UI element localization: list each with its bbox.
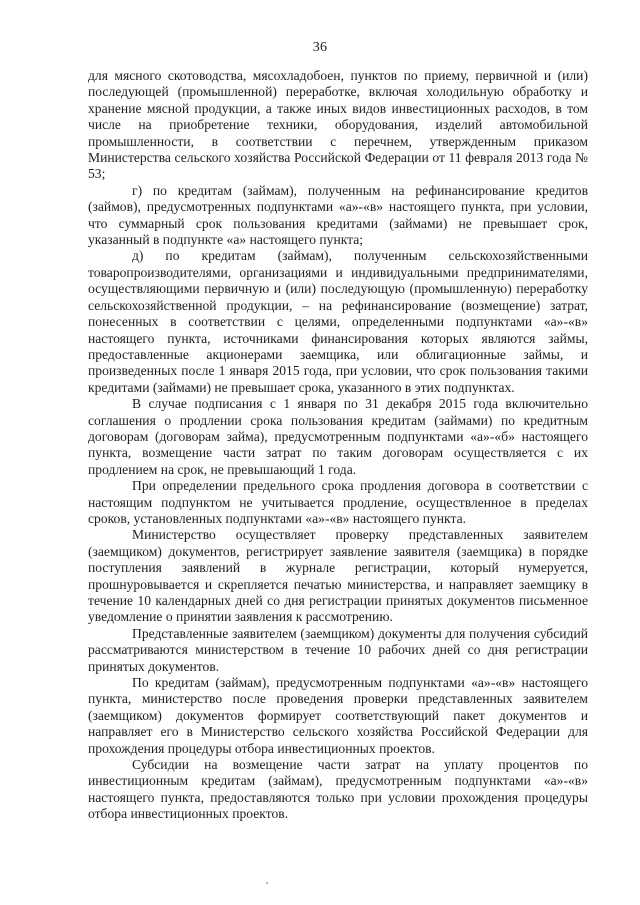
paragraph-package-forming: По кредитам (займам), предусмотренным подпунктами «а»-«в» настоящего пункта, министерство после проведения проверки представленных заявителем (заемщиком) документов формирует соответствующий пакет документов и направляет его в Министерство сельского хозяйства Российской Федерации для прохождения процедуры отбора инвестиционных проектов. (88, 675, 588, 756)
paragraph-extension-2015: В случае подписания с 1 января по 31 декабря 2015 года включительно соглашения о продлении срока пользования кредитам (займами) по кредитным договорам (договорам займа), предусмотренным подпунктами «а»-«б» настоящего пункта, возмещение части затрат по таким договорам осуществляется с их продлением на срок, не превышающий 1 года. (88, 396, 588, 477)
paragraph-subitem-g: г) по кредитам (займам), полученным на рефинансирование кредитов (займов), предусмотренных подпунктами «а»-«в» настоящего пункта, при условии, что суммарный срок пользования кредитами (займами) не превышает срок, указанный в подпункте «а» настоящего пункта; (88, 182, 588, 248)
scan-speck (266, 882, 268, 884)
document-body (88, 68, 588, 823)
paragraph-review-period: Представленные заявителем (заемщиком) документы для получения субсидий рассматриваются министерством в течение 10 рабочих дней со дня регистрации принятых документов. (88, 625, 588, 674)
paragraph-extension-term: При определении предельного срока продления договора в соответствии с настоящим подпунктом не учитывается продление, осуществленное в пределах сроков, установленных подпунктами «а»-«в» настоящего пункта. (88, 478, 588, 526)
paragraph-subsidy-condition: Субсидии на возмещение части затрат на уплату процентов по инвестиционным кредитам (займам), предусмотренным подпунктами «а»-«в» настоящего пункта, предоставляются только при условии прохождения процедуры отбора инвестиционных проектов. (88, 757, 588, 822)
paragraph-ministry-check: Министерство осуществляет проверку представленных заявителем (заемщиком) документов, регистрирует заявление заявителя (заемщика) в порядке поступления заявлений в журнале регистрации, который нумеруется, прошнуровывается и скрепляется печатью министерства, и направляет заемщику в течение 10 календарных дней со дня регистрации принятых документов письменное уведомление о принятии заявления к рассмотрению. (88, 527, 588, 625)
page-number: 36 (312, 40, 328, 55)
paragraph-continuation: для мясного скотоводства, мясохладобоен, пунктов по приему, первичной и (или) последующей (промышленной) переработке, включая холодильную обработку и хранение мясной продукции, а также иных видов инвестиционных расходов, в том числе на приобретение техники, оборудования, изделий автомобильной промышленности, в соответствии с перечнем, утвержденным приказом Министерства сельского хозяйства Российской Федерации от 11 февраля 2013 года № 53; (88, 68, 588, 182)
paragraph-subitem-d: д) по кредитам (займам), полученным сельскохозяйственными товаропроизводителями, организациями и индивидуальными предпринимателями, осуществляющими первичную и (или) последующую (промышленную) переработку сельскохозяйственной продукции, – на рефинансирование (возмещение) затрат, понесенных в соответствии с целями, определенными подпунктами «а»-«в» настоящего пункта, источниками финансирования которых являются займы, предоставленные акционерами заемщика, или облигационные займы, и произведенных после 1 января 2015 года, при условии, что срок пользования такими кредитами (займами) не превышает срока, указанного в этих подпунктах. (88, 248, 588, 395)
